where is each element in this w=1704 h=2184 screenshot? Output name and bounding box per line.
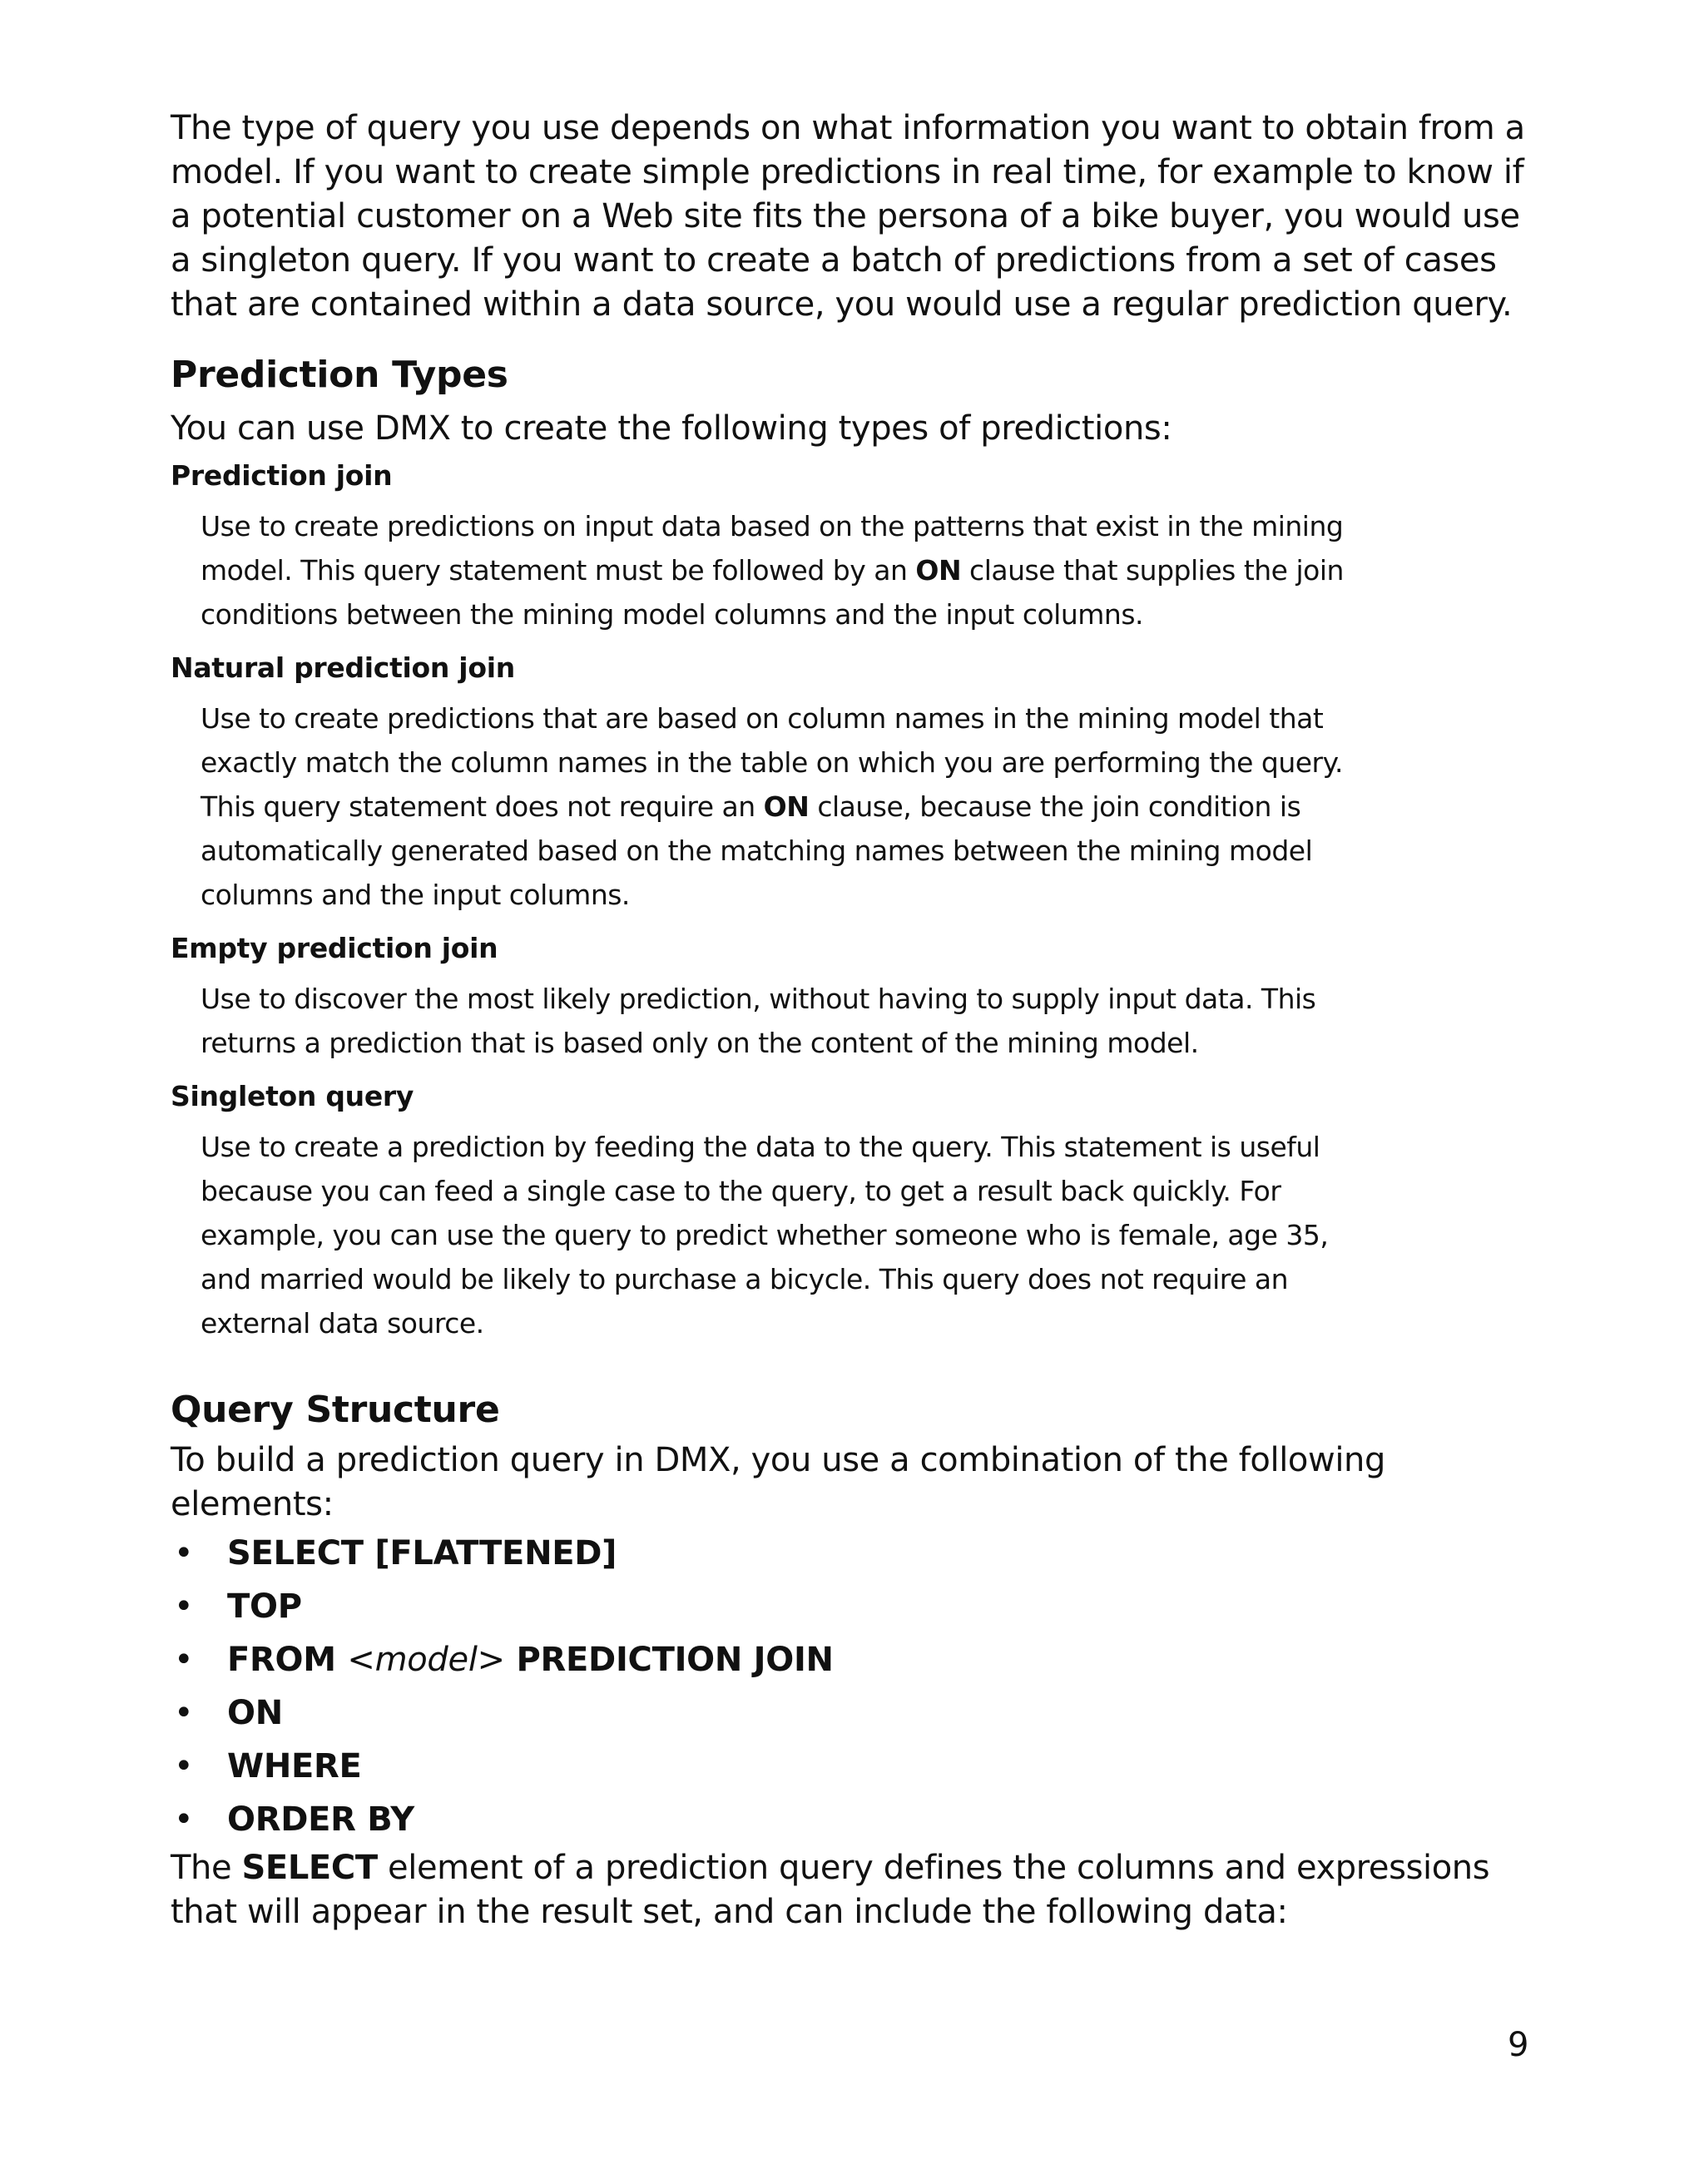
def-keyword: ON — [915, 554, 962, 587]
prediction-types-intro: You can use DMX to create the following types of predictions: — [171, 409, 1172, 448]
intro-paragraph: The type of query you use depends on what information you want to obtain from a model. If you want to create simple predictions in real time, for example to know if a potential customer on a Web site fits the persona of a bike buyer, you would use a singleton query. If you want to create a batch of predictions from a set of cases that are contained within a data source, you would use a regular prediction query. — [171, 109, 1525, 324]
bullet-icon: • — [174, 1534, 194, 1572]
def-text: Use to create predictions on input data based on the patterns that exist in the mining model. This query statement must be followed by an — [201, 510, 1344, 587]
query-elements-list — [171, 1527, 1535, 1846]
bullet-icon: • — [174, 1694, 194, 1732]
keyword-select: SELECT [FLATTENED] — [227, 1534, 617, 1572]
query-structure-intro: To build a prediction query in DMX, you use a combination of the following elements: — [171, 1441, 1385, 1523]
keyword-order-by: ORDER BY — [227, 1800, 414, 1839]
def-text: clause, because the join condition is automatically generated based on the matching names between the mining model columns and the input columns. — [201, 790, 1313, 911]
keyword-from: FROM — [227, 1641, 336, 1679]
list-item — [171, 1740, 1535, 1793]
def-singleton-query: Use to create a prediction by feeding the data to the query. This statement is useful because you can feed a single case to the query, to get a result back quickly. For example, you can use the query to predict whether someone who is female, age 35, and married would be likely to purchase a bicycle. This query does not require an external data source. — [201, 1131, 1329, 1340]
keyword-prediction-join: PREDICTION JOIN — [516, 1641, 834, 1679]
bullet-icon: • — [174, 1747, 194, 1785]
term-empty-prediction-join: Empty prediction join — [171, 932, 498, 964]
keyword-top: TOP — [227, 1587, 302, 1626]
prediction-types-heading: Prediction Types — [171, 354, 508, 396]
list-item — [171, 1527, 1535, 1580]
select-keyword: SELECT — [241, 1849, 378, 1887]
list-item — [171, 1580, 1535, 1633]
def-natural-prediction-join — [201, 696, 1349, 917]
term-natural-prediction-join: Natural prediction join — [171, 651, 515, 684]
page-number: 9 — [1508, 2026, 1529, 2064]
para-text: The — [171, 1849, 242, 1887]
query-structure-heading: Query Structure — [171, 1389, 500, 1431]
def-text: Use to create predictions that are based on column names in the mining model that exactly match the column names in the table on which you are performing the query. This query statement does not require an — [201, 702, 1343, 823]
select-element-paragraph — [171, 1846, 1535, 1934]
term-singleton-query: Singleton query — [171, 1080, 414, 1112]
list-item — [171, 1686, 1535, 1740]
def-keyword: ON — [763, 790, 810, 823]
bullet-icon: • — [174, 1641, 194, 1679]
def-text: clause that supplies the join conditions between the mining model columns and the input columns. — [201, 554, 1344, 631]
document-page — [171, 106, 1535, 1934]
keyword-where: WHERE — [227, 1747, 362, 1785]
model-placeholder: <model> — [347, 1641, 505, 1679]
bullet-icon: • — [174, 1587, 194, 1626]
def-empty-prediction-join: Use to discover the most likely prediction, without having to supply input data. This returns a prediction that is based only on the content of the mining model. — [201, 983, 1316, 1059]
para-text: element of a prediction query defines the columns and expressions that will appear in the result set, and can include the following data: — [171, 1849, 1490, 1931]
keyword-on: ON — [227, 1694, 283, 1732]
bullet-icon: • — [174, 1800, 194, 1839]
def-prediction-join — [201, 504, 1349, 636]
list-item — [171, 1633, 1535, 1686]
list-item — [171, 1793, 1535, 1846]
term-prediction-join: Prediction join — [171, 459, 393, 492]
